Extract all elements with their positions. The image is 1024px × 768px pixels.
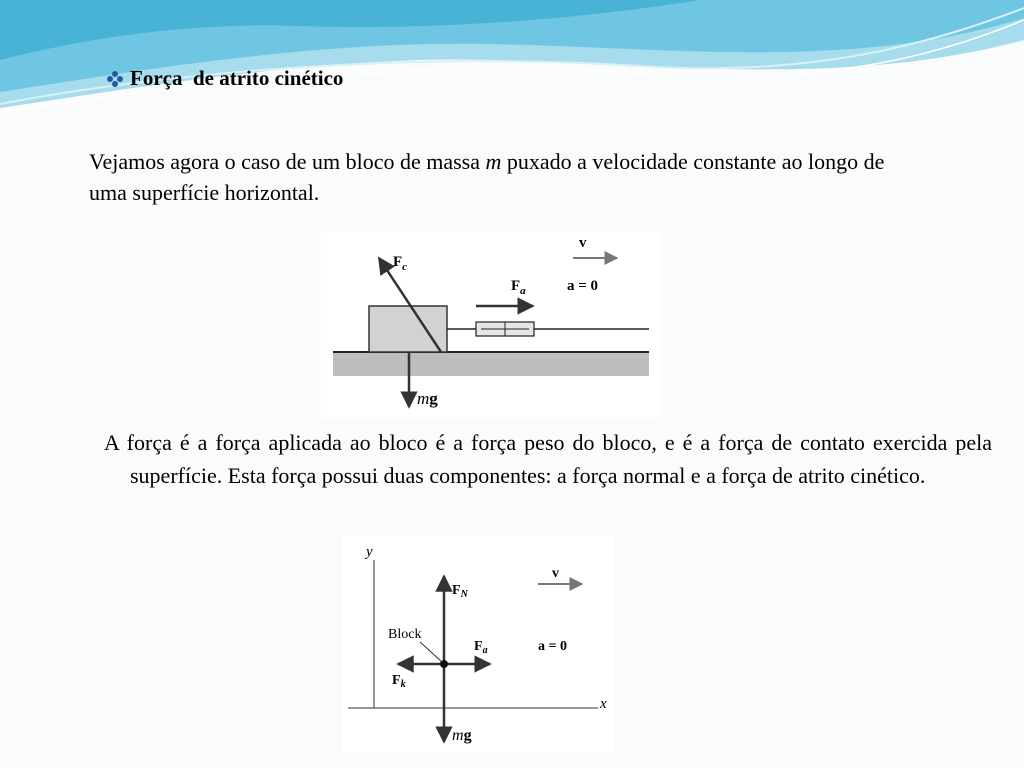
fk-label [392, 673, 406, 690]
x-axis-label: x [600, 696, 607, 712]
fk-label-main: F [392, 673, 401, 688]
mg-label-m: m [452, 727, 464, 744]
intro-paragraph [89, 146, 909, 208]
mass-symbol: m [485, 149, 502, 174]
acceleration-label: a = 0 [538, 639, 567, 654]
fa-label-sub: a [520, 285, 526, 297]
fa-label-main: F [474, 639, 483, 654]
mg-label-g: g [429, 389, 438, 408]
slide-title [106, 66, 343, 91]
slide-title-text: Força de atrito cinético [130, 66, 344, 90]
acceleration-label: a = 0 [567, 278, 599, 294]
velocity-label: v [552, 566, 559, 581]
header-wave-banner [0, 0, 1024, 120]
fn-label [452, 583, 469, 600]
mg-label-m: m [417, 389, 430, 408]
force-description-paragraph: A força é a força aplicada ao bloco é a força peso do bloco, e é a força de contato exercida pela superfície. Esta força possui duas componentes: a força normal e a força de atrito cinético. [104, 430, 992, 488]
fc-label [393, 254, 407, 273]
pulled-block-figure [321, 232, 661, 418]
fa-label [474, 639, 488, 656]
fc-label-main: F [393, 254, 403, 270]
free-body-diagram [342, 536, 614, 752]
diamond-bullet-icon [106, 70, 124, 88]
fa-label-sub: a [482, 645, 488, 656]
fa-label-main: F [511, 278, 521, 294]
fk-label-sub: k [400, 679, 406, 690]
fn-label-main: F [452, 583, 461, 598]
block-label: Block [388, 627, 422, 642]
ground-surface [333, 352, 649, 376]
mg-label [452, 727, 472, 744]
velocity-label: v [579, 235, 587, 251]
mg-label-g: g [463, 727, 472, 744]
fc-label-sub: c [402, 261, 408, 273]
intro-text-end: puxado a velocidade constante ao longo de uma superfície horizontal. [89, 149, 885, 205]
y-axis-label: y [366, 544, 373, 560]
fn-label-sub: N [460, 589, 468, 600]
mg-label [417, 389, 438, 408]
fa-label [511, 278, 526, 297]
block-pointer [420, 642, 442, 662]
intro-text-start: Vejamos agora o caso de um bloco de massa [89, 149, 486, 174]
